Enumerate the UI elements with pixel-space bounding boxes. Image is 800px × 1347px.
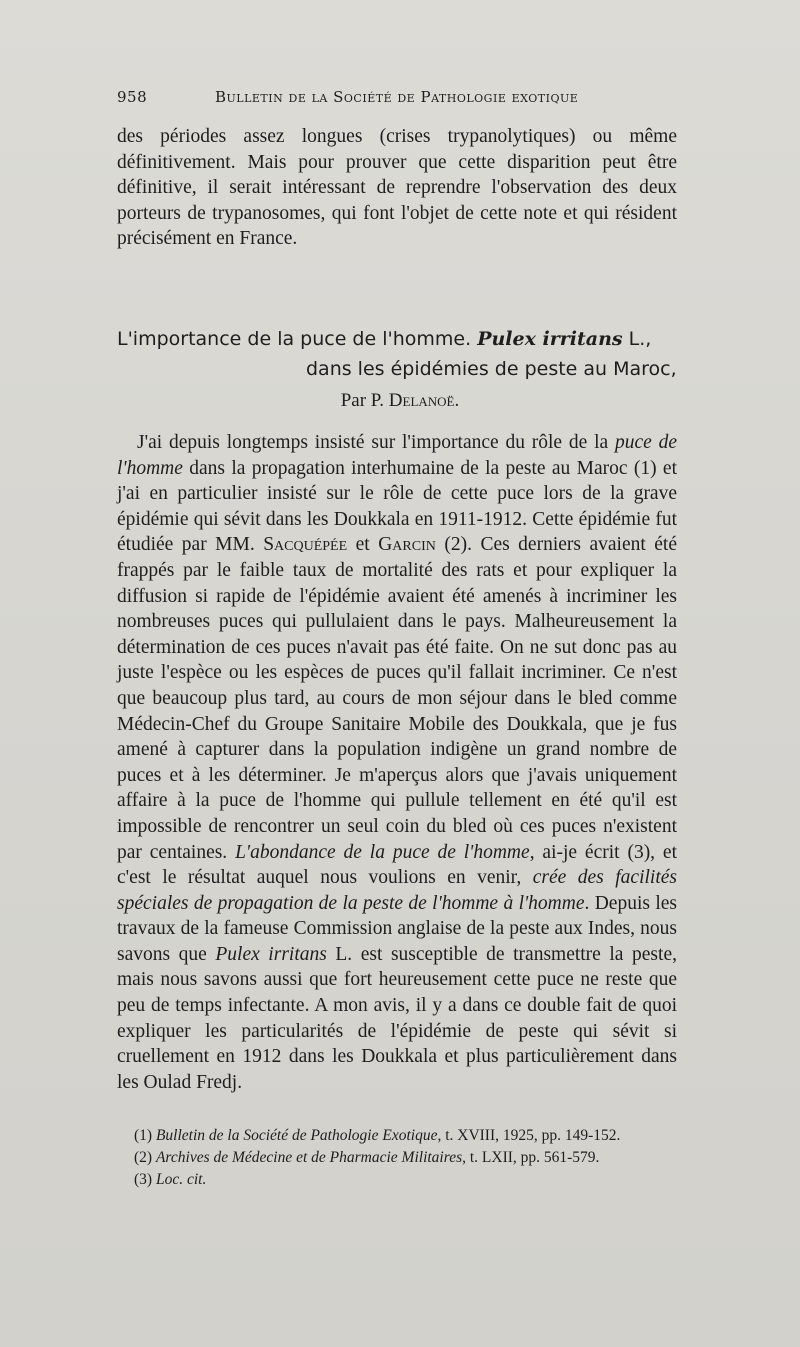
title-species: Pulex irritans (477, 328, 623, 350)
title-line-1 (117, 324, 767, 354)
footnote-mark: (3) (134, 1171, 156, 1188)
footnote-source: Bulletin de la Société de Pathologie Exotique (155, 1127, 438, 1144)
running-title: Bulletin de la Société de Pathologie exotique (215, 88, 579, 106)
footnote-detail: , t. LXII, pp. 561-579. (462, 1149, 600, 1166)
footnote (117, 1147, 677, 1169)
footnote-source: Archives de Médecine et de Pharmacie Militaires (155, 1149, 463, 1166)
title-line-2: dans les épidémies de peste au Maroc, (306, 358, 677, 380)
footnote-source: Loc. cit. (155, 1171, 207, 1188)
title-author-abbrev: L., (622, 328, 652, 350)
text-run: , ai-je écrit (3), et c'est le résultat auquel nous voulions en venir, (117, 841, 677, 889)
footnote (117, 1169, 677, 1191)
main-paragraph (117, 430, 677, 1095)
text-run: dans la propagation interhumaine de la peste au Maroc (1) et j'ai en particulier insisté sur le rôle de cette puce lors de la grave épidémie qui sévit dans les Doukkala en 1911-1912. Cette épidémie fut étudiée par MM. (117, 457, 677, 556)
text-run: . Depuis les travaux de la fameuse Commission anglaise de la peste aux Indes, nous savons que (117, 892, 677, 965)
byline-prefix: Par P. (340, 390, 389, 411)
text-run: (2). Ces derniers avaient été frappés par le faible taux de mortalité des rats et pour expliquer la diffusion si rapide de l'épidémie avaient été amenés à incriminer les nombreuses puces qui pullulaient dans le pays. Malheureusement la détermination de ces puces n'avait pas été faite. On ne sut donc pas au juste l'espèce ou les espèces de puces qu'il fallait incriminer. Ce n'est que beaucoup plus tard, au cours de mon séjour dans le bled comme Médecin-Chef du Groupe Sanitaire Mobile des Doukkala, que je fus amené à capturer dans la population indigène un grand nombre de puces et à les déterminer. Je m'aperçus alors que j'avais uniquement affaire à la puce de l'homme qui pullule tellement en été qu'il est impossible de rencontrer un seul coin du bled où ces puces n'existent par centaines. (117, 534, 677, 863)
footnote-mark: (1) (134, 1127, 156, 1144)
footnotes (117, 1125, 677, 1191)
text-run: et (347, 534, 379, 556)
emphasis: L'abondance de la puce de l'homme (235, 841, 530, 863)
footnote (117, 1125, 677, 1147)
byline-author: Delanoë. (388, 390, 460, 411)
species-name: Pulex irritans (215, 943, 327, 965)
emphasis: puce de l'homme (117, 432, 677, 479)
article-title (117, 324, 767, 384)
continuation-paragraph: des périodes assez longues (crises trypanolytiques) ou même définitivement. Mais pour prouver que cette disparition peut être définitive, il serait intéressant de reprendre l'observation des deux porteurs de trypanosomes, qui font l'objet de cette note et qui résident précisément en France. (117, 126, 677, 250)
author-name: Sacquépée (263, 534, 348, 556)
footnote-mark: (2) (134, 1149, 156, 1166)
text-run: J'ai depuis longtemps insisté sur l'importance du rôle de la (137, 432, 615, 453)
author-name: Garcin (378, 534, 436, 556)
byline (0, 390, 800, 412)
title-text: L'importance de la puce de l'homme. (117, 328, 478, 350)
text-run: L. est susceptible de transmettre la peste, mais nous savons aussi que fort heureusement cette puce ne reste que peu de temps infectante. A mon avis, il y a dans ce double fait de quoi expliquer les particularités de l'épidémie de peste qui sévit si cruellement en 1912 dans les Doukkala et plus particulièrement dans les Oulad Fredj. (117, 943, 677, 1093)
page-number: 958 (117, 88, 148, 106)
footnote-detail: , t. XVIII, 1925, pp. 149-152. (437, 1127, 621, 1144)
emphasis: crée des facilités spéciales de propagation de la peste de l'homme à l'homme (117, 867, 677, 914)
